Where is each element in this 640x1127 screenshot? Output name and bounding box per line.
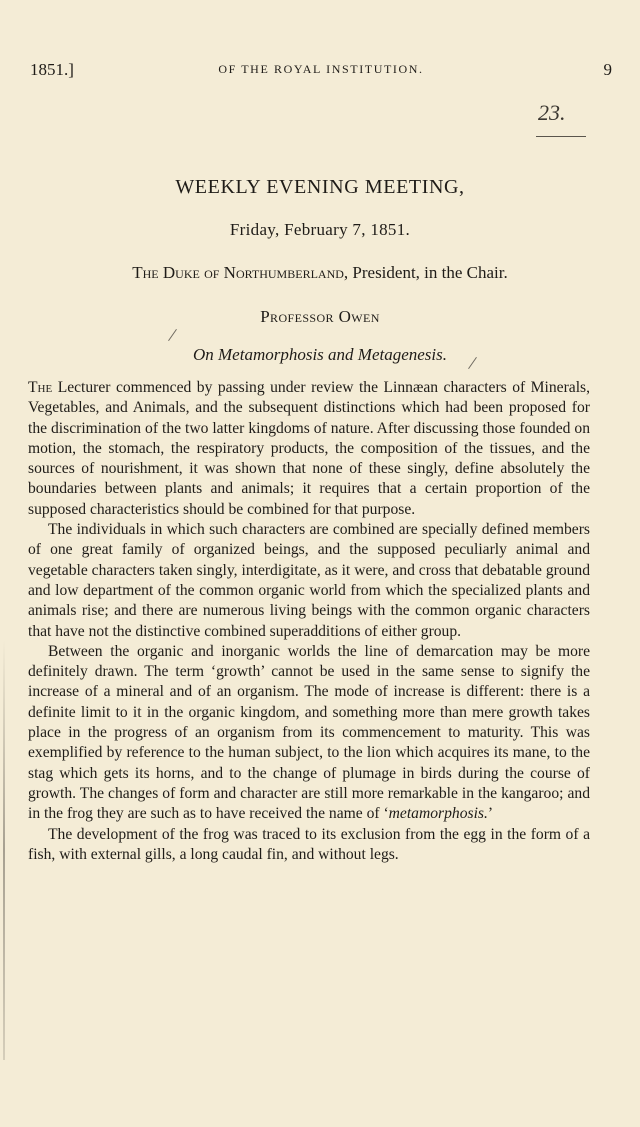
chair-duke: Duke <box>162 263 200 282</box>
chair-northumberland: Northumberland, <box>223 263 349 282</box>
chair-the: The <box>132 263 159 282</box>
handwritten-number: 23. <box>538 100 566 125</box>
chair-of: of <box>204 263 220 282</box>
paragraph: The development of the frog was traced to its exclusion from the egg in the form of a fish, with external gills, a long caudal fin, and without legs. <box>28 825 590 863</box>
binding-margin-mark <box>3 640 5 1060</box>
chair-line <box>0 263 640 283</box>
running-head-year: 1851.] <box>30 60 74 79</box>
paragraph <box>28 642 590 825</box>
handwritten-rule <box>536 136 586 137</box>
paragraph <box>28 378 590 520</box>
meeting-title: WEEKLY EVENING MEETING, <box>175 176 465 198</box>
lecture-title: On Metamorphosis and Metagenesis. <box>192 345 448 364</box>
paragraph-text: Lecturer commenced by passing under review the Linnæan characters of Minerals, Vegetables, and Animals, and the subsequent distinctions which had been proposed for the discrimination of the two latter kingdoms of nature. After discussing those founded on motion, the stomach, the respiratory products, the composition of the tissues, and the sources of nourishment, it was shown that none of these singly, define absolutely the boundaries between plants and animals; it requires that a certain proportion of the supposed characteristics should be combined for that purpose. <box>28 379 590 518</box>
italic-term: metamorphosis. <box>388 805 488 823</box>
paragraph-lead: The <box>28 379 53 396</box>
lecture-body <box>28 378 590 865</box>
closing-quote: ’ <box>487 805 494 823</box>
lecturer-name: Professor Owen <box>260 307 380 326</box>
running-head-title: OF THE ROYAL INSTITUTION. <box>218 62 424 76</box>
paragraph: The individuals in which such characters are combined are specially defined members of one great family of organized beings, and the supposed peculiarly animal and vegetable characters taken singly, interdigitate, as it were, and cross that debatable ground and low department of the common organic world from which the specialized plants and animals rise; and there are numerous living beings with the common organic characters that have not the distinctive combined superadditions of either group. <box>28 521 590 640</box>
chair-rest: President, in the Chair. <box>352 263 508 282</box>
pencil-tick-left <box>168 329 177 341</box>
page-number: 9 <box>603 60 612 79</box>
paragraph-text: Between the organic and inorganic worlds the line of demarcation may be more definitely drawn. The term ‘growth’ cannot be used in the same sense to signify the increase of a mineral and of an organism. The mode of increase is different: there is a definite limit to it in the organic kingdom, and something more than mere growth takes place in the progress of an organism from its commencement to maturity. This was exemplified by reference to the human subject, to the lion which acquires its mane, to the stag which gets its horns, and to the change of plumage in birds during the course of growth. The changes of form and character are still more remarkable in the kangaroo; and in the frog they are such as to have received the name of ‘ <box>28 642 590 823</box>
running-head <box>30 58 612 82</box>
meeting-date: Friday, February 7, 1851. <box>229 220 411 239</box>
